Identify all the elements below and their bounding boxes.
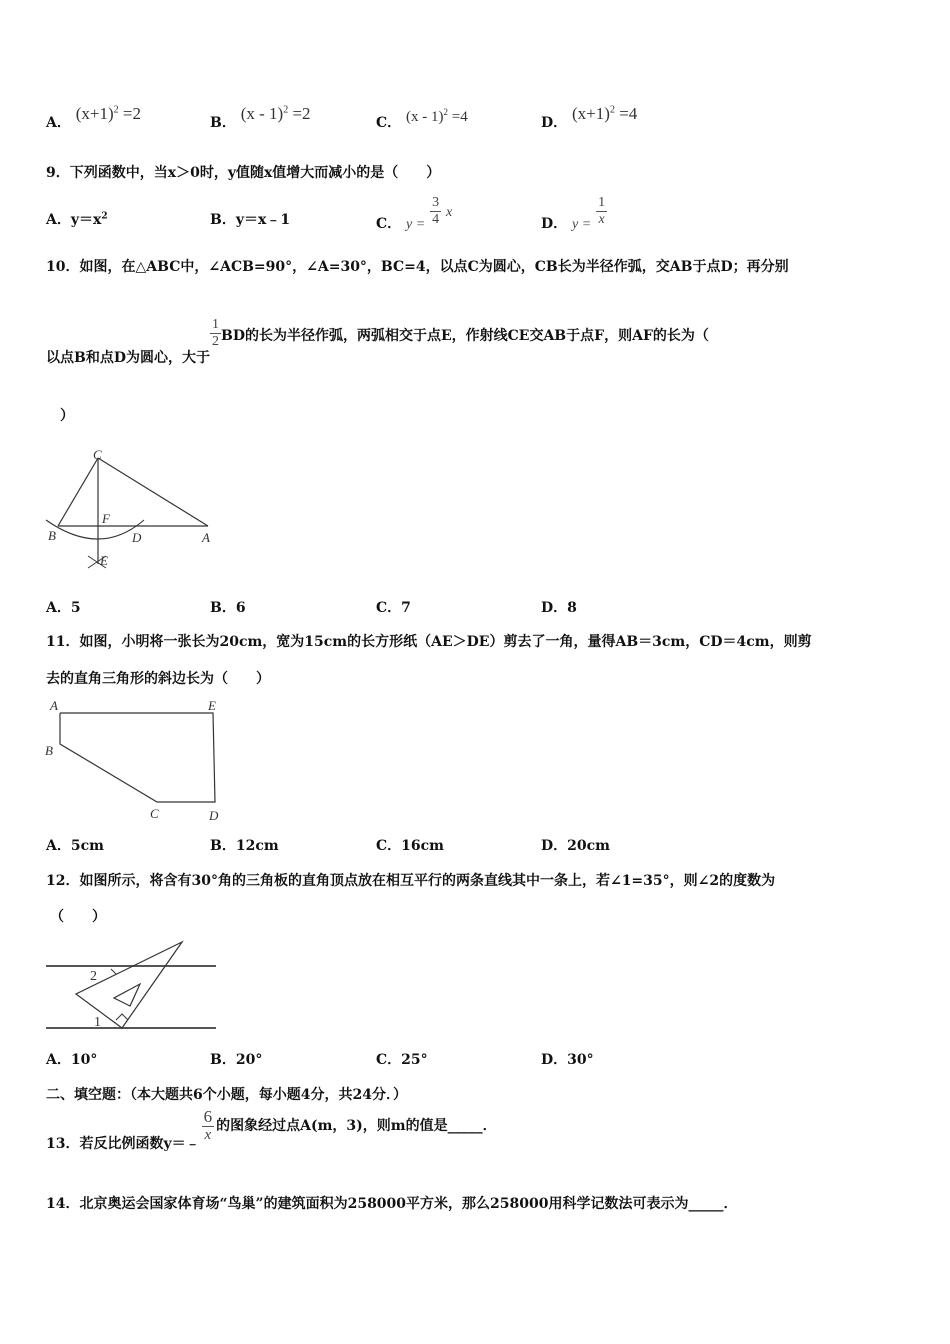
q10-stem-line2: 以点B和点D为圆心，大于 $\frac{1}{2}$ BD的长为半径作弧，两弧相交于点E，作射线CE交AB于点F，则AF的长为（ [46,317,709,366]
q11-label-e: E [208,698,216,713]
q12-option-d: D．30° [541,1052,594,1068]
q12-option-b: B．20° [210,1052,263,1068]
q11-option-a: A．5cm [46,838,104,854]
q10-label-f: F [102,511,110,526]
q12-figure [40,936,225,1036]
q10-option-c: C．7 [376,600,411,616]
q10-option-a: A．5 [46,600,81,616]
section-2-heading: 二、填空题：（本大题共6个小题，每小题4分，共24分．） [46,1087,407,1103]
q10-stem-line1: 10．如图，在△ABC中，∠ACB=90°，∠A=30°，BC=4，以点C为圆心，CB长为半径作弧，交AB于点D；再分别 [46,259,789,275]
q11-stem-line2: 去的直角三角形的斜边长为（ ） [46,671,270,687]
q11-label-c: C [150,806,159,821]
q8-option-d: D． $(x+1)^2 =4$ [541,104,638,131]
q11-stem-line1: 11．如图，小明将一张长为20cm，宽为15cm的长方形纸（AE＞DE）剪去了一角，量得AB＝3cm，CD＝4cm，则剪 [46,634,812,650]
q8-option-c: C． (x - 1)$^2$ =4 [376,107,468,131]
q12-angle-2-label: 2 [90,969,97,984]
q11-option-d: D．20cm [541,838,610,854]
q10-label-d: D [132,530,142,545]
q10-option-d: D．8 [541,600,577,616]
q13-stem: 13．若反比例函数y＝﹣ $\frac{6}{x}$ 的图象经过点A(m，3)，则m的值是_____． [46,1107,497,1152]
q11-figure [40,694,240,826]
q9-option-b: B．y＝x﹣1 [210,212,291,228]
q11-label-d: D [209,808,219,823]
q10-figure [40,446,220,571]
q12-angle-1-label: 1 [94,1015,101,1030]
q10-label-c: C [93,447,102,462]
q8-option-a: A． $(x+1)^2 =2$ [46,104,142,131]
q12-stem-line1: 12．如图所示，将含有30°角的三角板的直角顶点放在相互平行的两条直线其中一条上，若∠1=35°，则∠2的度数为 [46,873,776,889]
q14-stem: 14．北京奥运会国家体育场“鸟巢”的建筑面积为258000平方米，那么258000用科学记数法可表示为_____． [46,1196,738,1212]
q11-option-c: C．16cm [376,838,444,854]
q9-stem: 9．下列函数中，当x＞0时，y值随x值增大而减小的是（ ） [46,165,441,181]
q9-option-c: C． y = $\frac{3}{4}$ x [376,195,453,232]
q11-option-b: B．12cm [210,838,279,854]
q10-label-e: E [100,553,108,568]
q11-label-a: A [50,698,58,713]
q10-label-b: B [48,528,56,543]
q8-option-b: B． (x - 1)$^2$ =2 [210,104,311,131]
q10-option-b: B．6 [210,600,246,616]
q9-option-a: A．$y=x^2$ [46,211,108,228]
q12-option-c: C．25° [376,1052,428,1068]
q12-option-a: A．10° [46,1052,98,1068]
q11-label-b: B [45,743,53,758]
q9-option-d: D． y = $\frac{1}{x}$ [541,195,606,232]
q10-stem-line3: ） [60,408,74,424]
q10-label-a: A [202,530,210,545]
q12-stem-line2: （ ） [50,909,106,925]
